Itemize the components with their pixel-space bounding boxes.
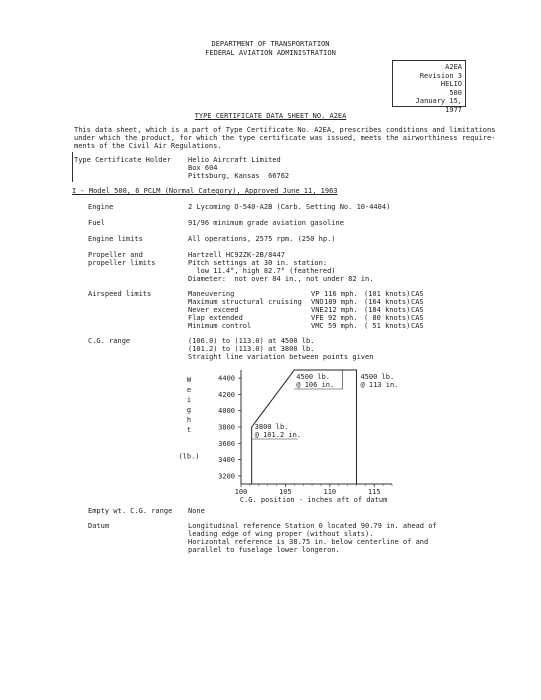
intro-line-2: under which the product, for which the type certificate was issued, meets the airworthiness require- bbox=[74, 134, 496, 142]
airspeed-name: Never exceed bbox=[188, 306, 239, 314]
holder-line-1: Helio Aircraft Limited bbox=[188, 156, 281, 164]
airspeed-unit: CAS bbox=[411, 322, 424, 330]
id-make: HELIO bbox=[440, 80, 462, 88]
propeller-line-4: Diameter: not over 84 in., not under 82 in. bbox=[188, 275, 374, 283]
x-tick-label: 110 bbox=[323, 488, 337, 496]
airspeed-name: Maximum structural cruising bbox=[188, 298, 302, 306]
airspeed-symbol: VP bbox=[311, 290, 320, 298]
y-tick-label: 4000 bbox=[218, 407, 235, 416]
id-date: January 15, 1977 bbox=[415, 97, 462, 114]
airspeed-name: Maneuvering bbox=[188, 290, 235, 298]
airspeed-name: Minimum control bbox=[188, 322, 252, 330]
airspeed-symbol: VMC bbox=[311, 322, 324, 330]
y-axis-label-letter: i bbox=[186, 396, 192, 404]
model-heading: I - Model 500, 6 PCLM (Normal Category), Approved June 11, 1963 bbox=[72, 187, 338, 195]
datum-label: Datum bbox=[88, 522, 110, 530]
engine-label: Engine bbox=[88, 203, 114, 211]
datum-line-4: parallel to fuselage lower longeron. bbox=[188, 546, 340, 554]
airspeed-symbol: VNO bbox=[311, 298, 324, 306]
y-tick-label: 4400 bbox=[218, 374, 235, 383]
fuel-value: 91/96 minimum grade aviation gasoline bbox=[188, 219, 344, 227]
x-tick-label: 100 bbox=[234, 488, 248, 496]
y-axis-label-letter: h bbox=[186, 416, 192, 424]
y-axis-label-letter: W bbox=[186, 376, 192, 384]
holder-line-3: Pittsburg, Kansas 66762 bbox=[188, 172, 290, 180]
cg-range-line-1: (106.0) to (113.0) at 4500 lb. bbox=[188, 337, 315, 345]
airspeed-knots: (101 knots) bbox=[364, 290, 411, 298]
propeller-line-1: Hartzell HC92ZK-2B/8447 bbox=[188, 251, 285, 259]
engine-limits-label: Engine limits bbox=[88, 235, 143, 243]
intro-line-3: ments of the Civil Air Regulations. bbox=[74, 142, 222, 150]
y-tick-label: 4200 bbox=[218, 390, 235, 399]
airspeed-mph: 92 mph. bbox=[328, 314, 358, 322]
x-axis-label: C.G. position - inches aft of datum bbox=[239, 496, 388, 504]
propeller-label-1: Propeller and bbox=[88, 251, 143, 259]
datum-line-3: Horizontal reference is 38.75 in. below centerline of and bbox=[188, 538, 429, 546]
airspeed-symbol: VNE bbox=[311, 306, 324, 314]
propeller-line-3: low 11.4°, high 82.7° (feathered) bbox=[188, 267, 336, 275]
airspeed-unit: CAS bbox=[411, 314, 424, 322]
airspeed-mph: 189 mph. bbox=[324, 298, 358, 306]
airspeed-knots: ( 51 knots) bbox=[364, 322, 411, 330]
document-title: TYPE CERTIFICATE DATA SHEET NO. A2EA bbox=[194, 112, 347, 120]
y-axis-label-letter: g bbox=[186, 406, 192, 414]
holder-label: Type Certificate Holder bbox=[74, 156, 171, 164]
datum-line-2: leading edge of wing proper (without slats). bbox=[188, 530, 374, 538]
y-tick-label: 3800 bbox=[218, 423, 235, 432]
annotation-4500-113-weight: 4500 lb. bbox=[360, 373, 395, 381]
cg-range-label: C.G. range bbox=[88, 337, 131, 345]
airspeed-knots: ( 80 knots) bbox=[364, 314, 411, 322]
id-number: A2EA bbox=[445, 63, 462, 71]
annotation-4500-106-station: @ 106 in. bbox=[296, 381, 335, 389]
airspeed-unit: CAS bbox=[411, 298, 424, 306]
datum-line-1: Longitudinal reference Station 0 located 90.79 in. ahead of bbox=[188, 522, 437, 530]
engine-value: 2 Lycoming O-540-A2B (Carb. Setting No. 10-4404) bbox=[188, 203, 391, 211]
airspeed-symbol: VFE bbox=[311, 314, 324, 322]
airspeed-unit: CAS bbox=[411, 306, 424, 314]
y-tick-label: 3600 bbox=[218, 439, 235, 448]
x-tick-label: 115 bbox=[367, 488, 381, 496]
annotation-4500-106-weight: 4500 lb. bbox=[296, 373, 331, 381]
cg-range-line-3: Straight line variation between points given bbox=[188, 353, 374, 361]
airspeed-label: Airspeed limits bbox=[88, 290, 152, 298]
y-axis-label-letter: e bbox=[186, 386, 192, 394]
propeller-line-2: Pitch settings at 30 in. station: bbox=[188, 259, 328, 267]
annotation-3800-weight: 3800 lb. bbox=[254, 423, 289, 431]
empty-cg-label: Empty wt. C.G. range bbox=[88, 507, 173, 515]
cg-range-line-2: (101.2) to (113.0) at 3800 lb. bbox=[188, 345, 315, 353]
airspeed-knots: (184 knots) bbox=[364, 306, 411, 314]
agency-name: FEDERAL AVIATION ADMINISTRATION bbox=[205, 49, 336, 57]
y-axis-unit: (lb.) bbox=[178, 452, 200, 461]
fuel-label: Fuel bbox=[88, 219, 105, 227]
y-tick-label: 3200 bbox=[218, 472, 235, 481]
department-line: DEPARTMENT OF TRANSPORTATION bbox=[211, 40, 330, 48]
empty-cg-value: None bbox=[188, 507, 205, 515]
holder-line-2: Box 604 bbox=[188, 164, 218, 172]
intro-line-1: This data sheet, which is a part of Type Certificate No. A2EA, prescribes conditions and limitations bbox=[74, 126, 496, 134]
annotation-4500-113-station: @ 113 in. bbox=[360, 381, 399, 389]
airspeed-mph: 212 mph. bbox=[324, 306, 358, 314]
propeller-label-2: propeller limits bbox=[88, 259, 156, 267]
airspeed-unit: CAS bbox=[411, 290, 424, 298]
y-axis-label-letter: t bbox=[186, 426, 192, 434]
x-tick-label: 105 bbox=[279, 488, 292, 496]
y-tick-label: 3400 bbox=[218, 456, 235, 465]
airspeed-mph: 116 mph. bbox=[324, 290, 358, 298]
annotation-3800-station: @ 101.2 in. bbox=[254, 431, 302, 439]
id-model: 500 bbox=[449, 88, 462, 97]
id-revision: Revision 3 bbox=[419, 71, 462, 80]
airspeed-name: Flap extended bbox=[188, 314, 243, 322]
engine-limits-value: All operations, 2575 rpm. (250 hp.) bbox=[188, 235, 336, 243]
airspeed-knots: (164 knots) bbox=[364, 298, 411, 306]
airspeed-mph: 59 mph. bbox=[328, 322, 358, 330]
